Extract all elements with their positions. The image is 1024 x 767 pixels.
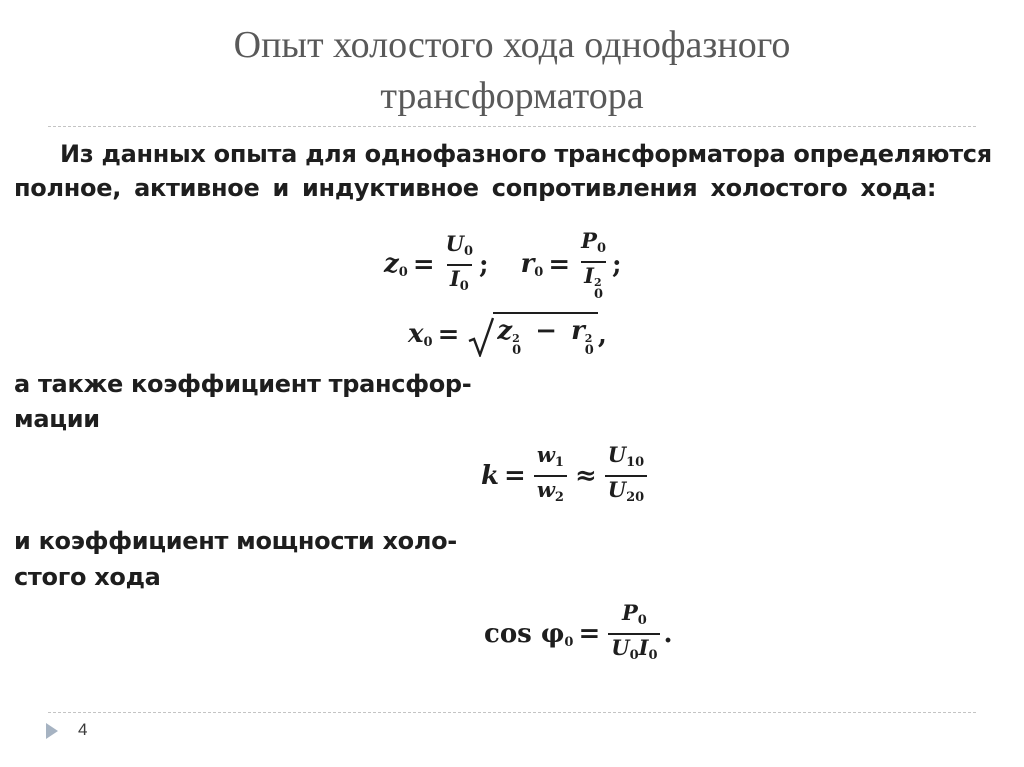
radical-sign-icon <box>468 317 494 357</box>
x0-end: , <box>597 319 607 350</box>
cos-fraction: $\frac{P_0}{U_0I_0}$ <box>608 600 660 668</box>
slide-bullet-arrow-icon <box>46 723 58 739</box>
r0-end: ; <box>611 249 622 280</box>
formula-power-factor <box>484 600 673 668</box>
slide-title <box>0 20 1024 122</box>
r0-lhs: $r_0$ <box>520 249 544 280</box>
cos-equals: = <box>578 619 601 649</box>
paragraph-line-3: а также коэффициент трансфор- <box>14 370 472 398</box>
z0-fraction: $\frac{U_0}{I_0}$ <box>443 231 476 299</box>
cos-lhs: $\cos \varphi_0$ <box>484 618 574 650</box>
k-equals: = <box>504 461 526 491</box>
z0-lhs: $z_0$ <box>384 249 408 280</box>
formula-impedance <box>384 228 622 301</box>
square-root: z 2 0 − r 2 0 <box>468 312 597 357</box>
paragraph-line-2: полное, активное и индуктивное сопротивления холостого хода: <box>14 174 937 202</box>
paragraph-line-5: и коэффициент мощности холо- <box>14 527 457 555</box>
slide-title-line-1: Опыт холостого хода однофазного <box>233 24 791 66</box>
k-voltage-fraction: $\frac{U_{10}}{U_{20}}$ <box>605 442 647 510</box>
z0-equals: = <box>412 249 435 280</box>
paragraph-line-6: стого хода <box>14 563 161 591</box>
top-divider <box>48 126 976 127</box>
bottom-divider <box>48 712 976 713</box>
cos-end: . <box>663 619 673 649</box>
formula-reactance <box>408 312 607 357</box>
k-approx: ≈ <box>574 461 597 491</box>
x0-lhs: $x_0$ <box>408 319 433 350</box>
page-number: 4 <box>78 720 88 739</box>
k-lhs: k <box>481 461 500 491</box>
r0-equals: = <box>548 249 571 280</box>
paragraph-line-1: Из данных опыта для однофазного трансформатора определяются <box>60 140 992 168</box>
slide-title-line-2: трансформатора <box>380 75 644 117</box>
x0-equals: = <box>437 319 460 350</box>
z0-end: ; <box>478 249 489 280</box>
formula-transformation-ratio <box>481 442 650 510</box>
r0-fraction: $P_0$ I 2 0 <box>581 228 606 302</box>
k-turns-fraction: $\frac{w_1}{w_2}$ <box>534 442 567 510</box>
paragraph-line-4: мации <box>14 405 100 433</box>
